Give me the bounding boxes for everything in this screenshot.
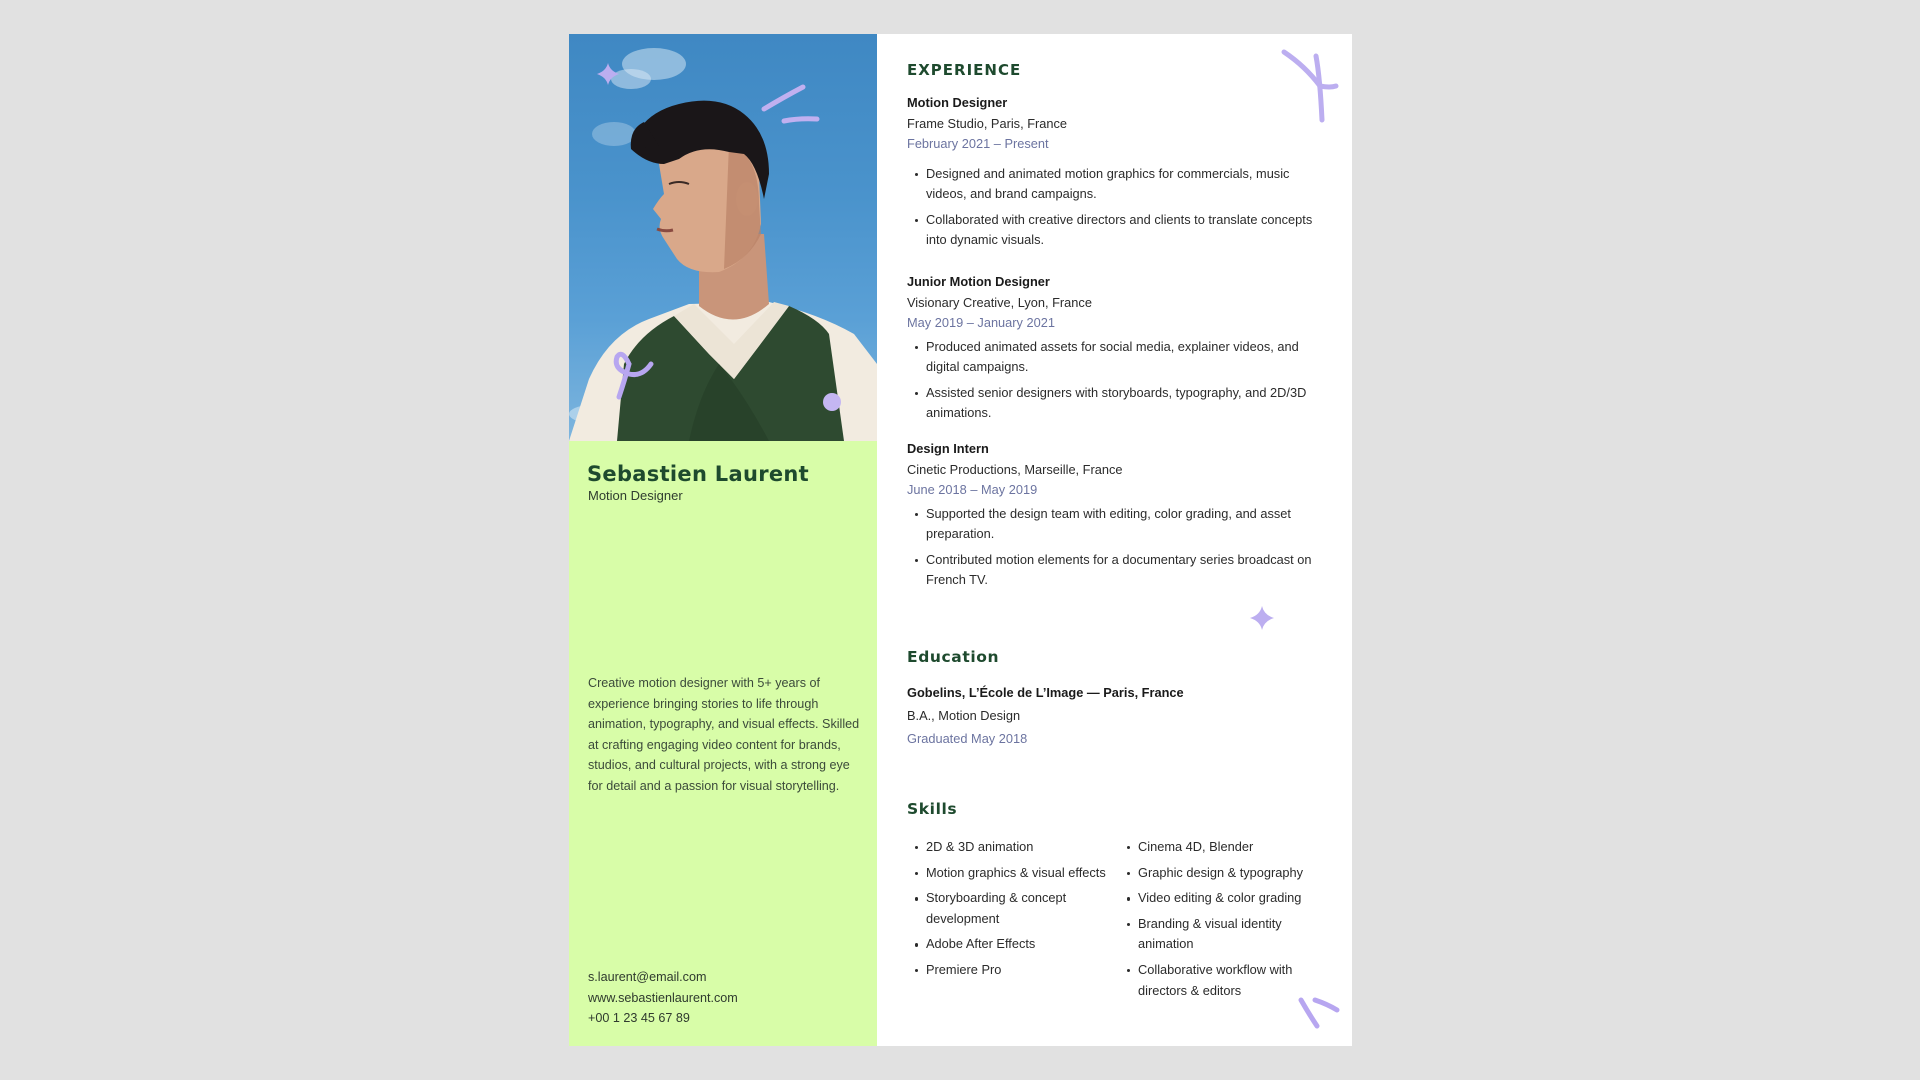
left-sidebar xyxy=(569,34,877,1046)
bullet-item: Collaborated with creative directors and clients to translate concepts into dynamic visuals. xyxy=(907,210,1327,251)
bullet-item: Supported the design team with editing, color grading, and asset preparation. xyxy=(907,504,1327,545)
bullet-item: Designed and animated motion graphics for commercials, music videos, and brand campaigns. xyxy=(907,164,1327,205)
candidate-role: Motion Designer xyxy=(588,488,683,503)
skill-item: Video editing & color grading xyxy=(1119,888,1324,909)
bullet-item: Produced animated assets for social media, explainer videos, and digital campaigns. xyxy=(907,337,1327,378)
resume-page xyxy=(569,34,1352,1046)
skills-list-right xyxy=(1119,837,1324,1006)
skill-item: Collaborative workflow with directors & editors xyxy=(1119,960,1324,1001)
skill-item: Cinema 4D, Blender xyxy=(1119,837,1324,858)
job-dates: May 2019 – January 2021 xyxy=(907,315,1055,330)
education-heading: Education xyxy=(907,648,1000,666)
job-dates: June 2018 – May 2019 xyxy=(907,482,1038,497)
contact-phone: +00 1 23 45 67 89 xyxy=(588,1011,690,1026)
skill-item: Motion graphics & visual effects xyxy=(907,863,1112,884)
job-dates: February 2021 – Present xyxy=(907,136,1049,151)
job-bullets xyxy=(907,164,1327,251)
job-entry xyxy=(907,272,1327,429)
bullet-item: Assisted senior designers with storyboards, typography, and 2D/3D animations. xyxy=(907,383,1327,424)
job-bullets xyxy=(907,504,1327,591)
education-degree: B.A., Motion Design xyxy=(907,708,1021,723)
skill-item: Premiere Pro xyxy=(907,960,1112,981)
education-entry xyxy=(907,681,1184,750)
job-bullets xyxy=(907,337,1327,424)
job-company: Visionary Creative, Lyon, France xyxy=(907,294,1092,310)
profile-summary: Creative motion designer with 5+ years of experience bringing stories to life through animation, typography, and visual effects. Skilled at crafting engaging video content for brands, studios, and cultural projects, with a strong eye for detail and a passion for visual storytelling. xyxy=(588,676,860,793)
job-title: Motion Designer xyxy=(907,95,1008,110)
skill-item: Graphic design & typography xyxy=(1119,863,1324,884)
candidate-name: Sebastien Laurent xyxy=(587,462,810,486)
skill-item: Branding & visual identity animation xyxy=(1119,914,1324,955)
skill-item: 2D & 3D animation xyxy=(907,837,1112,858)
bullet-item: Contributed motion elements for a documentary series broadcast on French TV. xyxy=(907,550,1327,591)
skill-item: Adobe After Effects xyxy=(907,934,1112,955)
contact-email[interactable]: s.laurent@email.com xyxy=(588,970,707,984)
job-company: Frame Studio, Paris, France xyxy=(907,115,1068,131)
job-entry xyxy=(907,93,1327,256)
experience-heading: EXPERIENCE xyxy=(907,61,1022,79)
education-school: Gobelins, L’École de L’Image — Paris, France xyxy=(907,685,1184,700)
contact-info xyxy=(588,967,738,1029)
job-entry xyxy=(907,439,1327,596)
job-title: Design Intern xyxy=(907,441,989,456)
contact-website[interactable]: www.sebastienlaurent.com xyxy=(588,990,738,1005)
profile-photo xyxy=(569,34,877,441)
sparkle-icon xyxy=(1249,605,1275,631)
education-graduated: Graduated May 2018 xyxy=(907,731,1028,746)
skills-heading: Skills xyxy=(907,800,958,818)
skill-item: Storyboarding & concept development xyxy=(907,888,1112,929)
job-title: Junior Motion Designer xyxy=(907,274,1050,289)
skills-list-left xyxy=(907,837,1112,986)
job-company: Cinetic Productions, Marseille, France xyxy=(907,461,1123,477)
